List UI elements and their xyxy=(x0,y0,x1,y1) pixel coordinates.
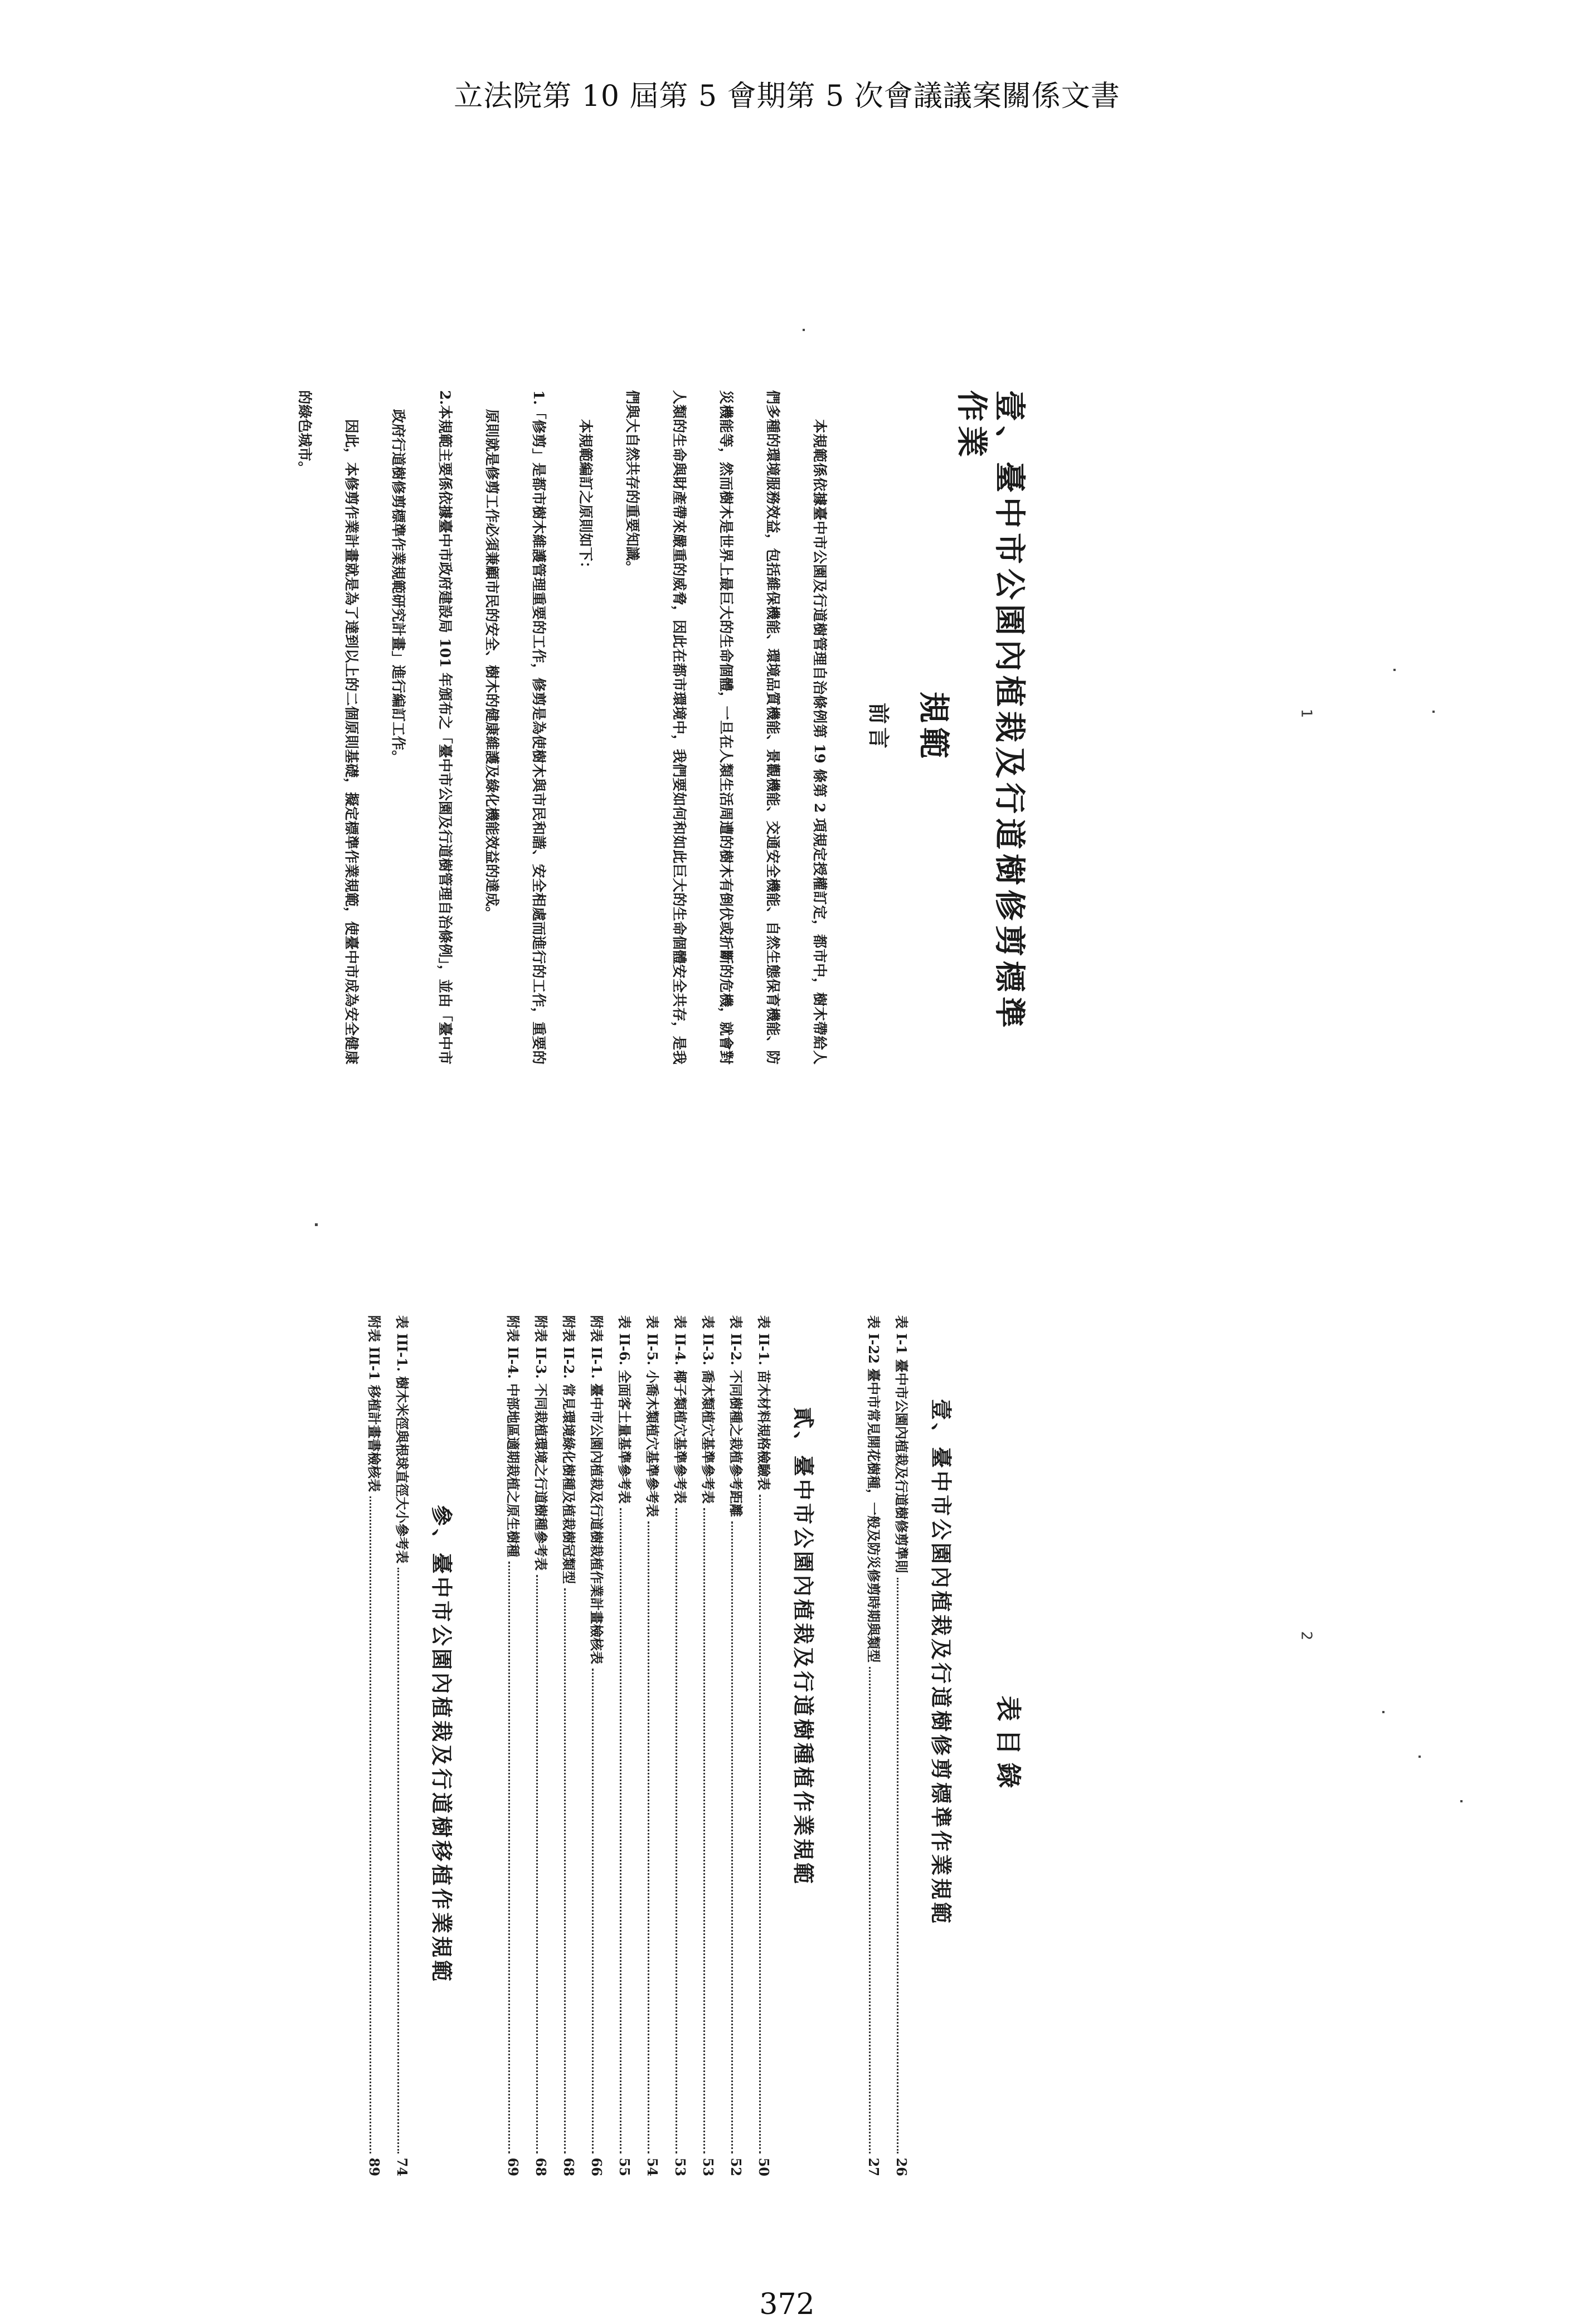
toc-entry[interactable] xyxy=(360,1315,388,2176)
toc-entry[interactable] xyxy=(859,1315,887,2176)
spec-title-continued: 規範 xyxy=(915,692,952,763)
leader-dots xyxy=(564,1588,581,2153)
leader-dots xyxy=(370,1496,387,2153)
principle-2: 2.本規範主要係依據臺中市政府建設局 101 年頒布之「臺中市公園及行道樹管理自治條例」，並由「臺中市政府行道樹修剪標準作業規範研究計畫」進行編訂工作。 xyxy=(390,390,453,1064)
scan-speck xyxy=(1432,711,1435,713)
toc-entry-label: 表 III-1. 樹木米徑與根球直徑大小參考表 xyxy=(394,1315,410,1564)
scan-speck xyxy=(1460,1800,1463,1802)
toc-entry-label: 表 II-1. 苗木材料規格檢驗表 xyxy=(756,1315,772,1491)
toc-entry-page: 50 xyxy=(756,2157,772,2176)
leader-dots xyxy=(620,1508,637,2153)
leader-dots xyxy=(397,1568,415,2153)
toc-entry-label: 表 II-6. 全面客土量基準參考表 xyxy=(616,1315,633,1504)
toc-entry[interactable] xyxy=(694,1315,722,2176)
document-header: 立法院第 10 屆第 5 會期第 5 次會議議案關係文書 xyxy=(454,80,1120,113)
toc-entry-page: 55 xyxy=(616,2157,633,2176)
leader-dots xyxy=(648,1521,665,2153)
leader-dots xyxy=(897,1578,914,2153)
toc-title: 表目錄 xyxy=(993,1695,1023,1796)
page-number: 372 xyxy=(759,2288,815,2321)
toc-entry[interactable] xyxy=(499,1315,527,2176)
scan-speck xyxy=(1393,669,1396,671)
toc-entry-page: 54 xyxy=(644,2157,660,2176)
toc-entry-label: 附表 II-1. 臺中市公園內植栽及行道樹栽植作業計畫檢核表 xyxy=(589,1315,605,1665)
toc-entry[interactable] xyxy=(887,1315,915,2176)
toc-entry[interactable] xyxy=(750,1315,778,2176)
toc-section-heading: 壹、臺中市公園內植栽及行道樹修剪標準作業規範 xyxy=(929,1399,954,1927)
toc-entry-label: 表 I-1 臺中市公園內植栽及行道樹修剪準則 xyxy=(893,1315,910,1573)
preface-paragraph: 本規範係依據臺中市公園及行道樹管理自治條例第 19 條第 2 項規定授權訂定，都市中，樹木帶給人們多種的環境服務效益，包括維保機能、環境品質機能、景觀機能、交通安全機能、自然生態保育機能、防災機能等，然而樹木是世界上最巨大的生命個體，一旦在人類生活周遭的樹木有倒伏或折斷的危機，就會對人類的生命與財產帶來嚴重的威脅，因此在都市環境中，我們要如何和如此巨大的生命個體安全共存，是我們與大自然共存的重要知識。 xyxy=(624,390,828,1064)
toc-entry-label: 附表 II-4. 中部地區適期栽植之原生樹種 xyxy=(505,1315,521,1558)
toc-entry-page: 69 xyxy=(505,2157,521,2176)
spec-panel xyxy=(296,390,1028,1064)
toc-entry-label: 表 II-4. 椰子類植穴基準參考表 xyxy=(672,1315,688,1504)
margin-page-mark: 1 xyxy=(1298,708,1315,718)
toc-entry[interactable] xyxy=(527,1315,555,2176)
toc-entry-label: 表 II-5. 小喬木類植穴基準參考表 xyxy=(644,1315,660,1518)
scan-speck xyxy=(1382,1711,1384,1713)
scan-speck xyxy=(1418,1756,1421,1758)
leader-dots xyxy=(508,1562,526,2153)
leader-dots xyxy=(676,1508,693,2153)
scan-speck xyxy=(315,1223,318,1226)
toc-entry[interactable] xyxy=(555,1315,582,2176)
leader-dots xyxy=(703,1508,721,2153)
toc-entry[interactable] xyxy=(388,1315,416,2176)
toc-entry-label: 附表 II-3. 不同栽植環境之行道樹種參考表 xyxy=(533,1315,549,1571)
toc-entry-label: 表 I-22 臺中市常見開花樹種，一般及防災修剪時期與類型 xyxy=(866,1315,882,1663)
toc-section-heading: 參、臺中市公園內植栽及行道樹移植作業規範 xyxy=(429,1505,454,1985)
toc-entry-page: 74 xyxy=(394,2157,410,2176)
toc-entry[interactable] xyxy=(666,1315,694,2176)
toc-entry-page: 52 xyxy=(728,2157,744,2176)
toc-entry[interactable] xyxy=(582,1315,610,2176)
leader-dots xyxy=(536,1575,553,2153)
toc-entry-page: 89 xyxy=(366,2157,382,2176)
leader-dots xyxy=(592,1669,609,2153)
toc-entry-page: 68 xyxy=(561,2157,577,2176)
conclusion-paragraph: 因此，本修剪作業計畫就是為了達到以上的二個原則基礎，擬定標準作業規範，使臺中市成為安全健康的綠色城市。 xyxy=(296,390,360,1064)
toc-entry-label: 附表 II-2. 常見環境綠化樹種及植栽樹冠類型 xyxy=(561,1315,577,1584)
toc-entry[interactable] xyxy=(610,1315,638,2176)
spec-title: 壹、臺中市公園內植栽及行道樹修剪標準作業 xyxy=(953,390,1028,1032)
toc-entry-page: 68 xyxy=(533,2157,549,2176)
principle-1: 1.「修剪」是都市樹木維護管理重要的工作，修剪是為使樹木與市民和諧、安全相處而進行的工作，重要的原則就是修剪工作必須兼顧市民的安全、樹木的健康維護及綠化機能效益的達成。 xyxy=(483,390,547,1064)
toc-entry-label: 附表 III-1 移植計畫書檢核表 xyxy=(366,1315,382,1492)
leader-dots xyxy=(731,1521,749,2153)
margin-page-mark: 2 xyxy=(1298,1631,1315,1641)
toc-entry-page: 53 xyxy=(672,2157,688,2176)
toc-section-heading: 貳、臺中市公園內植栽及行道樹種植作業規範 xyxy=(791,1407,816,1887)
toc-entry-page: 66 xyxy=(589,2157,605,2176)
leader-dots xyxy=(869,1667,886,2153)
toc-entry-page: 27 xyxy=(866,2157,882,2176)
toc-entry-page: 53 xyxy=(700,2157,716,2176)
scan-speck xyxy=(803,329,805,331)
principles-intro: 本規範編訂之原則如下： xyxy=(577,419,594,576)
toc-entry-label: 表 II-3. 喬木類植穴基準參考表 xyxy=(700,1315,716,1504)
toc-entry[interactable] xyxy=(638,1315,666,2176)
toc-entry[interactable] xyxy=(722,1315,750,2176)
toc-entry-label: 表 II-2. 不同樹種之栽植參考距離 xyxy=(728,1315,744,1518)
toc-entry-page: 26 xyxy=(893,2157,910,2176)
preface-heading: 前言 xyxy=(866,702,891,752)
toc-panel xyxy=(276,1315,1028,2176)
leader-dots xyxy=(759,1495,776,2153)
